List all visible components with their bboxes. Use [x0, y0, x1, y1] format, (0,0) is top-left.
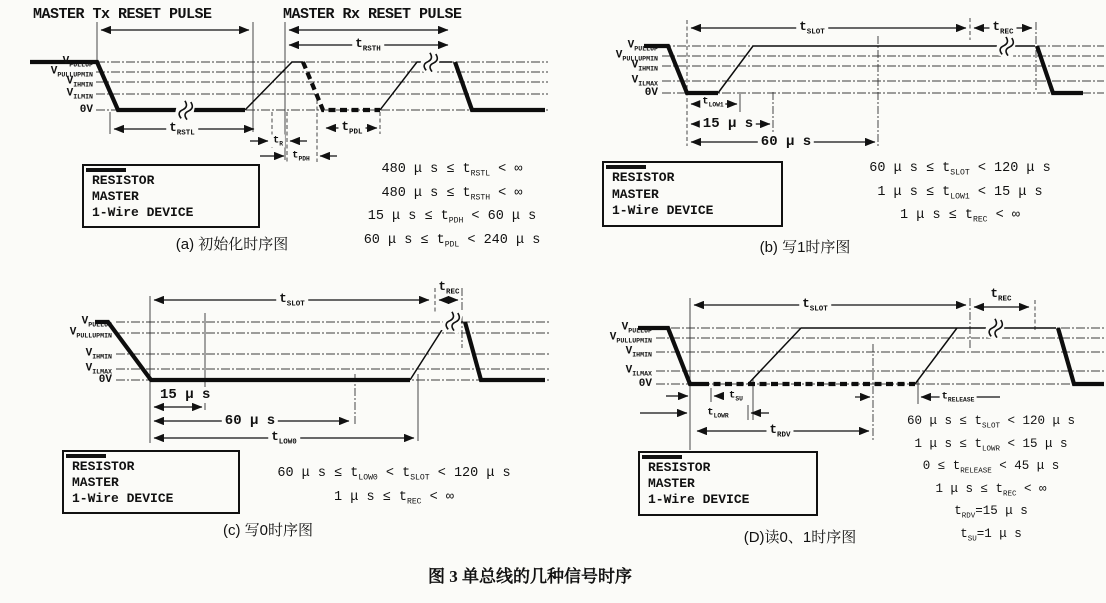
panel-b-waveform: [644, 46, 1083, 93]
equation-line: 1 μ $s \le t_{REC}$ < ∞: [900, 208, 1020, 226]
timing-label-tsu: $t_{SU}$: [729, 389, 743, 403]
panel-d-levels: [656, 328, 1104, 384]
timing-label-60us: 60 μ s: [758, 134, 814, 150]
timing-label-tlow1: $t_{LOW1}$: [702, 95, 724, 109]
timing-label-60us: 60 μ s: [222, 413, 278, 429]
axis-break-icon: [174, 97, 196, 122]
legend-item-master: MASTER: [612, 186, 773, 203]
legend-item-one-wire-device: 1-Wire DEVICE: [612, 202, 773, 219]
axis-break-icon: [419, 49, 441, 74]
equation-line: 1 μ $s \le t_{LOW1} < 15$ μ s: [877, 184, 1043, 202]
voltage-label-vilmax: $V_{ILMAX}$: [625, 364, 652, 378]
panel-a-equations: [352, 160, 552, 255]
timing-label-tlowr: $t_{LOWR}$: [707, 406, 729, 420]
dashed-line-icon: [640, 453, 684, 461]
timing-label-trec: $t_{REC}$: [989, 20, 1016, 37]
voltage-label-vpullup: $V_{PULLUP}$: [62, 55, 93, 69]
equation-line: 480 μ $s \le t_{RSTH}$ < ∞: [381, 185, 523, 203]
legend-item-resistor: RESISTOR: [72, 458, 230, 474]
panel-d-waveform: [638, 328, 1104, 384]
timing-label-trec: $t_{REC}$: [438, 279, 460, 297]
legend-item-one-wire-device: 1-Wire DEVICE: [72, 490, 230, 506]
voltage-label-vpullupmin: $V_{PULLUPMIN}$: [609, 331, 652, 345]
dashed-line-icon: [64, 452, 108, 460]
legend-item-resistor: RESISTOR: [92, 172, 250, 188]
timing-label-tslot: $t_{SLOT}$: [799, 297, 831, 314]
equation-line: 60 μ $s \le t_{SLOT} < 120$ μ s: [906, 414, 1076, 431]
figure-caption: 图 3 单总线的几种信号时序: [428, 567, 632, 586]
panel-c-caption: (c) 写0时序图: [222, 522, 313, 539]
timing-label-tpdh: $t_{PDH}$: [292, 149, 310, 163]
voltage-label-vihmin: $V_{IHMIN}$: [625, 345, 652, 359]
equation-line: 1 μ $s \le t_{REC}$ < ∞: [334, 489, 454, 507]
legend-item-master: MASTER: [72, 474, 230, 490]
equation-line: 15 μ $s \le t_{PDH} < 60$ μ s: [367, 209, 537, 227]
voltage-label-0v: 0V: [644, 87, 658, 99]
voltage-label-vpullup: $V_{PULLUP}$: [627, 39, 658, 53]
equation-line: 60 μ $s \le t_{LOW0} < t_{SLOT} < 120$ μ s: [277, 466, 511, 483]
panel-c-waveform: [95, 322, 545, 380]
voltage-label-vihmin: $V_{IHMIN}$: [66, 75, 93, 89]
voltage-label-vpullupmin: $V_{PULLUPMIN}$: [615, 49, 658, 63]
timing-label-trdv: $t_{RDV}$: [766, 423, 793, 440]
equation-line: 1 μ $s \le t_{REC}$ < ∞: [935, 481, 1047, 498]
panel-d-equations: [878, 413, 1104, 548]
panel-d-legend: [638, 451, 818, 516]
timing-label-trsth: $t_{RSTH}$: [352, 37, 384, 54]
dashed-line-icon: [604, 163, 648, 171]
voltage-label-0v: 0V: [79, 104, 93, 116]
panel-a-caption: (a) 初始化时序图: [175, 236, 289, 253]
panel-c-guides: [150, 288, 462, 443]
timing-label-15us: 15 μ s: [157, 387, 213, 403]
panel-a-waveform: [30, 62, 545, 110]
timing-label-tr: $t_R$: [272, 134, 284, 148]
voltage-label-vpullupmin: $V_{PULLUPMIN}$: [69, 326, 112, 340]
panel-b-caption: (b) 写1时序图: [759, 239, 851, 256]
equation-line: 60 μ $s \le t_{PDL} < 240$ μ s: [363, 233, 541, 250]
panel-a-title-tx: MASTER Tx RESET PULSE: [33, 6, 212, 23]
timing-label-trstl: $t_{RSTL}$: [166, 121, 198, 138]
panel-b-equations: [855, 159, 1065, 230]
panel-a-levels: [96, 62, 548, 110]
voltage-label-vihmin: $V_{IHMIN}$: [85, 347, 112, 361]
equation-line: $t_{RDV}=15$ μ s: [954, 504, 1028, 521]
timing-label-tlow0: $t_{LOW0}$: [268, 430, 300, 447]
voltage-label-vilmax: $V_{ILMAX}$: [85, 362, 112, 376]
voltage-label-vihmin: $V_{IHMIN}$: [631, 59, 658, 73]
panel-a-guides: [97, 22, 380, 162]
voltage-label-vpullupmin: $V_{PULLUPMIN}$: [50, 65, 93, 79]
legend-item-one-wire-device: 1-Wire DEVICE: [92, 204, 250, 220]
timing-label-trec: $t_{REC}$: [990, 286, 1012, 304]
panel-c-levels: [116, 322, 550, 380]
panel-d-caption: (D)读0、1时序图: [743, 529, 857, 546]
voltage-label-vpullup: $V_{PULLUP}$: [621, 321, 652, 335]
legend-item-one-wire-device: 1-Wire DEVICE: [648, 492, 808, 508]
timing-label-trelease: $t_{RELEASE}$: [941, 390, 975, 404]
panel-c-equations: [258, 464, 530, 511]
equation-line: 480 μ $s \le t_{RSTL}$ < ∞: [381, 162, 523, 179]
voltage-label-0v: 0V: [638, 378, 652, 390]
voltage-label-vilmax: $V_{ILMAX}$: [631, 74, 658, 88]
timing-label-15us: 15 μ s: [700, 116, 756, 132]
timing-label-tslot: $t_{SLOT}$: [796, 20, 828, 37]
equation-line: $0 \le t_{RELEASE} < 45$ μ s: [922, 459, 1060, 476]
legend-item-resistor: RESISTOR: [648, 459, 808, 475]
legend-item-resistor: RESISTOR: [612, 169, 773, 186]
legend-item-master: MASTER: [92, 188, 250, 204]
voltage-label-vilmin: $V_{ILMIN}$: [66, 87, 93, 101]
timing-label-tpdl: $t_{PDL}$: [338, 120, 365, 137]
timing-label-tslot: $t_{SLOT}$: [276, 292, 308, 309]
equation-line: 60 μ $s \le t_{SLOT} < 120$ μ s: [869, 161, 1051, 178]
panel-a-legend: [82, 164, 260, 228]
axis-break-icon: [995, 33, 1017, 58]
voltage-label-0v: 0V: [98, 374, 112, 386]
legend-item-master: MASTER: [648, 475, 808, 491]
axis-break-icon: [984, 315, 1006, 340]
voltage-label-vpullup: $V_{PULLUP}$: [81, 315, 112, 329]
equation-line: $t_{SU}=1$ μ s: [960, 526, 1022, 543]
axis-break-icon: [441, 308, 463, 333]
equation-line: 1 μ $s \le t_{LOWR} < 15$ μ s: [914, 436, 1068, 453]
panel-b-legend: [602, 161, 783, 227]
panel-a-title-rx: MASTER Rx RESET PULSE: [283, 6, 462, 23]
panel-c-legend: [62, 450, 240, 514]
dashed-line-icon: [84, 166, 128, 174]
